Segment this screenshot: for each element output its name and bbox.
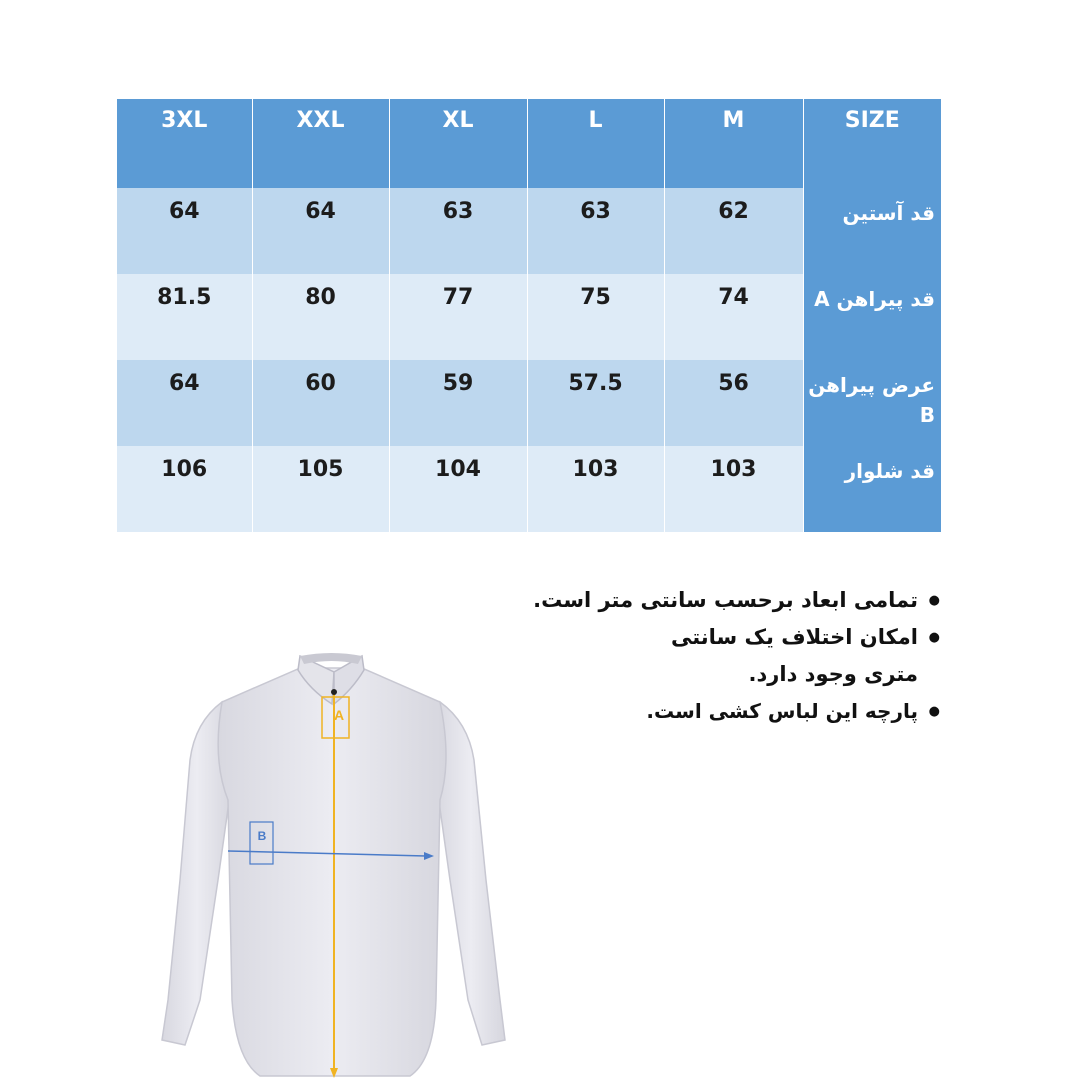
cell-value: 81.5	[117, 274, 252, 360]
cell-value: 103	[527, 446, 664, 532]
size-table	[117, 99, 941, 532]
note-item: ● تمامی ابعاد برحسب سانتی متر است.	[440, 582, 940, 619]
cell-value: 75	[527, 274, 664, 360]
table-row	[117, 188, 941, 274]
shirt-diagram	[0, 640, 560, 1080]
note-item: ● امکان اختلاف یک سانتی متری وجود دارد.	[633, 619, 940, 693]
cell-value: 63	[527, 188, 664, 274]
cell-value: 103	[664, 446, 803, 532]
cell-value: 56	[664, 360, 803, 446]
cell-value: 63	[389, 188, 527, 274]
cell-value: 106	[117, 446, 252, 532]
header-xl: XL	[389, 99, 527, 188]
header-xxl: XXL	[252, 99, 389, 188]
table-row	[117, 446, 941, 532]
cell-value: 104	[389, 446, 527, 532]
cell-value: 105	[252, 446, 389, 532]
cell-value: 80	[252, 274, 389, 360]
note-item: ● پارچه این لباس کشی است.	[440, 693, 940, 730]
label-a: A	[333, 707, 345, 723]
header-size: SIZE	[803, 99, 941, 188]
cell-value: 64	[117, 188, 252, 274]
cell-value: 64	[252, 188, 389, 274]
cell-value: 60	[252, 360, 389, 446]
cell-value: 59	[389, 360, 527, 446]
header-l: L	[527, 99, 664, 188]
header-m: M	[664, 99, 803, 188]
label-b: B	[257, 829, 267, 843]
row-label: قد آستین	[803, 188, 941, 274]
cell-value: 64	[117, 360, 252, 446]
row-label: قد پیراهن A	[803, 274, 941, 360]
cell-value: 77	[389, 274, 527, 360]
table-row	[117, 274, 941, 360]
cell-value: 74	[664, 274, 803, 360]
table-header-row	[117, 99, 941, 188]
row-label: قد شلوار	[803, 446, 941, 532]
cell-value: 62	[664, 188, 803, 274]
table-row	[117, 360, 941, 446]
header-3xl: 3XL	[117, 99, 252, 188]
cell-value: 57.5	[527, 360, 664, 446]
row-label: عرض پیراهن B	[803, 360, 941, 446]
